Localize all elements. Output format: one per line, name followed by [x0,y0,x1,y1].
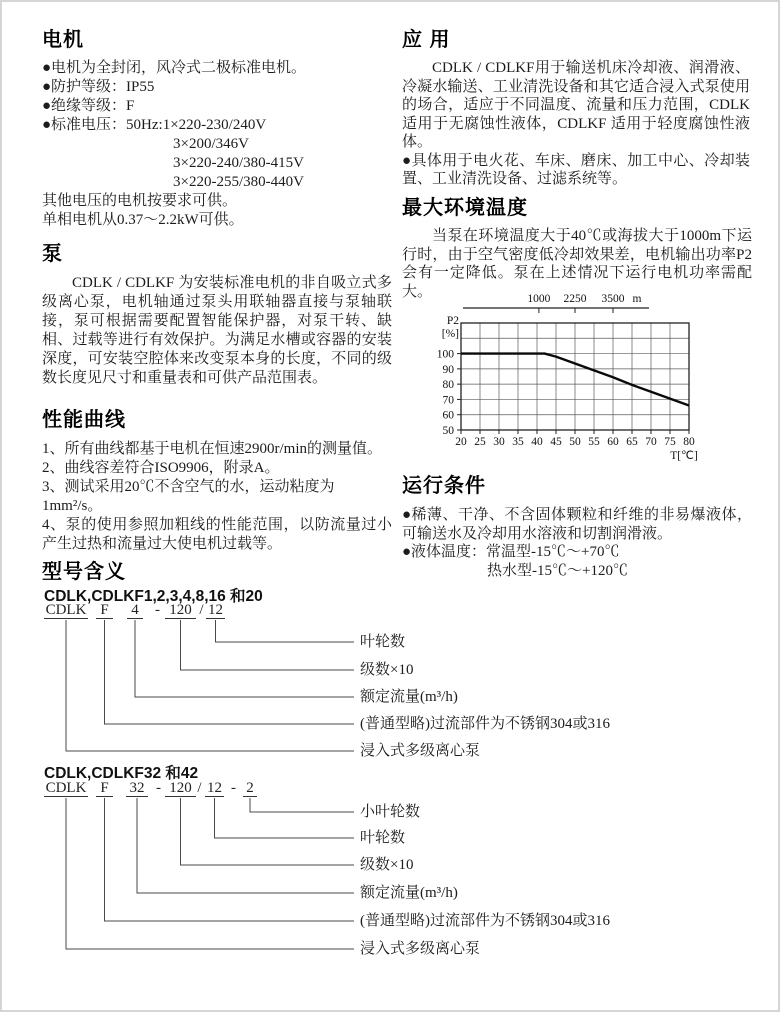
model-connector [66,798,354,949]
model-token: F [96,602,113,619]
chart-grid [461,323,689,430]
model-token: 12 [208,602,223,618]
model-label: 浸入式多级离心泵 [360,941,481,957]
model-token: 2 [243,780,257,797]
model-connector [181,620,355,670]
performance-item: 2、曲线容差符合ISO9906，附录A。 [42,460,280,476]
motor-note: 单相电机从0.37～2.2kW可供。 [42,212,244,228]
svg-text:60: 60 [442,409,454,422]
motor-bullet: ●标准电压：50Hz:1×220-230/240V [42,117,267,133]
model-series-line: CDLK,CDLKF1,2,3,4,8,16 和20 [44,588,263,605]
model-token: 4 [127,602,143,619]
performance-item: 3、测试采用20℃不含空气的水，运动粘度为1mm²/s。 [42,479,335,514]
model-token: - [155,602,160,618]
model-label: 级数×10 [360,857,414,873]
svg-text:[%]: [%] [441,328,459,340]
svg-text:70: 70 [645,436,657,448]
svg-text:m: m [632,293,642,305]
model-token: 120 [165,602,196,619]
svg-text:T[℃]: T[℃] [670,450,698,462]
max-ambient-heading: 最大环境温度 [402,197,528,219]
model-label: 叶轮数 [360,634,406,650]
performance-item: 4、泵的使用参照加粗线的性能范围，以防流量过小产生过热和流量过大使电机过载等。 [42,517,392,552]
model-label: 叶轮数 [360,830,406,846]
svg-text:50: 50 [569,436,581,448]
svg-text:60: 60 [607,436,619,448]
motor-heading: 电机 [42,29,84,51]
svg-text:30: 30 [493,436,505,448]
motor-note: 其他电压的电机按要求可供。 [42,193,238,209]
motor-voltage-line: 3×200/346V [173,136,249,152]
section-operating [402,474,752,580]
svg-text:25: 25 [474,436,486,448]
application-bullet: ●具体用于电火花、车床、磨床、加工中心、冷却装置、工业清洗设备、过滤系统等。 [402,152,750,187]
motor-bullet: ●电机为全封闭，风冷式二极标准电机。 [42,60,307,76]
model-connector [66,620,354,751]
svg-text:75: 75 [664,436,676,448]
model-connector [105,620,355,724]
application-paragraph: CDLK / CDLKF用于输送机床冷却液、润滑液、冷凝水输送、工业清洗设备和其它适合浸入式泵使用的场合，适应于不同温度、流量和压力范围，CDLK 适用于无腐蚀性液体，CDLKF 适用于轻度腐蚀性液体。 [402,60,750,150]
model-connector [135,620,354,697]
svg-text:100: 100 [436,348,454,361]
model-token: CDLK [45,602,87,618]
svg-text:P2: P2 [446,315,459,327]
motor-bullet: ●绝缘等级：F [42,98,135,114]
motor-voltage-line: 3×220-255/380-440V [173,174,304,190]
model-connector [137,798,354,893]
svg-text:70: 70 [442,394,454,407]
svg-text:35: 35 [512,436,524,448]
section-application [402,28,750,189]
model-connector [215,798,355,838]
model-connector [105,798,355,921]
svg-text:80: 80 [442,379,454,392]
pump-heading: 泵 [42,243,63,265]
svg-text:80: 80 [683,436,695,448]
section-performance [42,408,392,554]
operating-bullet: ●液体温度：常温型-15℃～+70℃ [402,544,620,560]
model-token: - [156,780,161,796]
model-token: F [96,780,113,797]
model-token: 120 [165,780,196,797]
model-label: 小叶轮数 [360,804,421,820]
altitude-axis [463,308,649,313]
model-label: 额定流量(m³/h) [360,689,458,705]
operating-liquid-temp-line2: 热水型-15℃～+120℃ [487,562,628,579]
model-label: 级数×10 [360,662,414,678]
chart-labels [437,293,698,462]
svg-text:3500: 3500 [601,293,625,305]
derating-chart [420,284,760,464]
derating-chart-container [420,284,760,464]
model-connector [250,798,354,812]
svg-text:55: 55 [588,436,600,448]
section-motor [42,28,390,230]
model-connector [216,620,355,642]
motor-voltage-line: 3×220-240/380-415V [173,155,304,171]
model-label: (普通型略)过流部件为不锈钢304或316 [360,716,610,732]
model-connector [181,798,355,865]
application-heading: 应 用 [402,29,451,51]
model-heading: 型号含义 [42,561,126,583]
svg-text:20: 20 [455,436,467,448]
operating-heading: 运行条件 [402,475,486,497]
svg-text:2250: 2250 [563,293,587,305]
model-token: / [197,780,202,796]
model-label: (普通型略)过流部件为不锈钢304或316 [360,913,610,929]
performance-heading: 性能曲线 [42,409,126,431]
performance-item: 1、所有曲线都基于电机在恒速2900r/min的测量值。 [42,441,382,457]
model-label: 额定流量(m³/h) [360,885,458,901]
model-token: 12 [207,780,222,796]
svg-text:65: 65 [626,436,638,448]
max-ambient-paragraph: 当泵在环境温度大于40℃或海拔大于1000m下运行时，由于空气密度低冷却效果差，电机输出功率P2会有一定降低。泵在上述情况下运行电机功率需配大。 [402,228,752,300]
model-token: / [199,602,204,618]
svg-text:50: 50 [442,425,454,437]
model-series-line: CDLK,CDLKF32 和42 [44,765,199,782]
svg-text:1000: 1000 [527,293,551,305]
model-token: 32 [126,780,148,797]
pump-paragraph: CDLK / CDLKF 为安装标准电机的非自吸立式多级离心泵，电机轴通过泵头用联轴器直接与泵轴联接，泵可根据需要配置智能保护器，对泵干转、缺相、过载等进行有效保护。为满足水槽或容器的安装深度，可安装空腔体来改变泵本身的长度，不同的级数长度见尺寸和重量表和可供产品范围表。 [42,275,392,386]
operating-bullet: ●稀薄、干净、不含固体颗粒和纤维的非易爆液体，可输送水及冷却用水溶液和切割润滑液。 [402,507,752,542]
model-label: 浸入式多级离心泵 [360,743,481,759]
svg-text:45: 45 [550,436,562,448]
svg-text:40: 40 [531,436,543,448]
section-pump [42,242,392,388]
model-token: - [231,780,236,796]
motor-bullet: ●防护等级：IP55 [42,79,155,95]
svg-text:90: 90 [442,363,454,376]
model-token: CDLK [45,780,87,796]
